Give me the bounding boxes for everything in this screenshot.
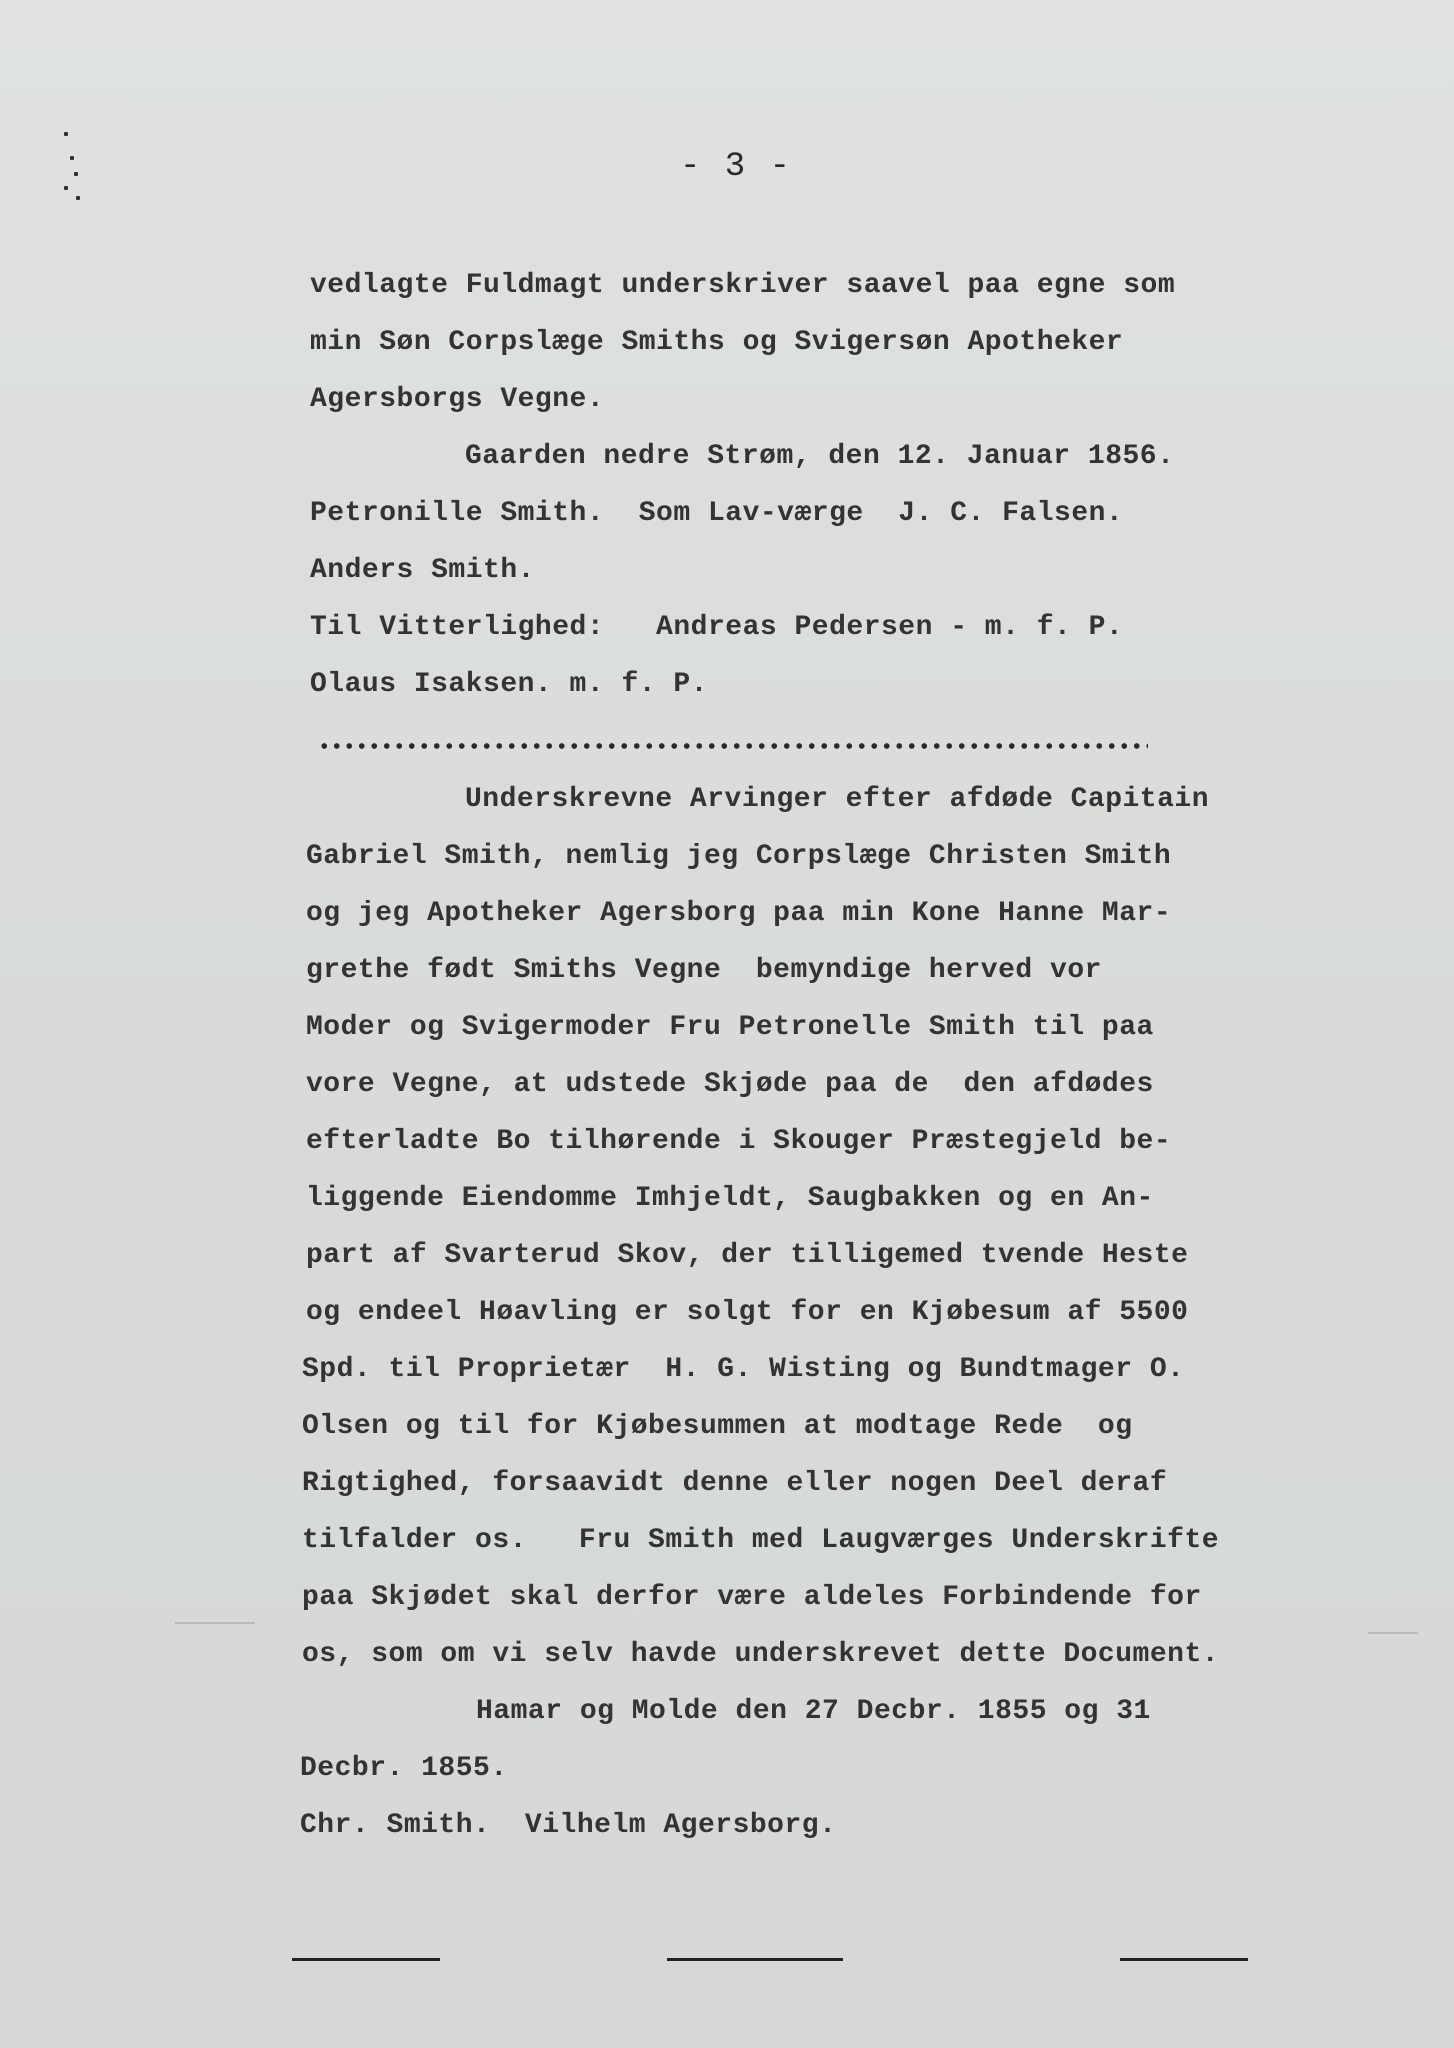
margin-mark xyxy=(74,172,78,176)
text-line: part af Svarterud Skov, der tilligemed tvende Heste xyxy=(306,1240,1189,1271)
text-line: Decbr. 1855. xyxy=(300,1753,508,1784)
text-line: og jeg Apotheker Agersborg paa min Kone Hanne Mar- xyxy=(306,898,1172,929)
text-line: Spd. til Proprietær H. G. Wisting og Bundtmager O. xyxy=(302,1354,1185,1385)
text-line: vedlagte Fuldmagt underskriver saavel paa egne som xyxy=(310,270,1176,301)
text-line: Gabriel Smith, nemlig jeg Corpslæge Christen Smith xyxy=(306,841,1172,872)
margin-punch-marks xyxy=(60,130,80,210)
text-line: Rigtighed, forsaavidt denne eller nogen Deel deraf xyxy=(302,1468,1168,1499)
text-line: Anders Smith. xyxy=(310,555,535,586)
signature-line xyxy=(667,1958,843,1961)
signature-line xyxy=(292,1958,440,1961)
text-line: Underskrevne Arvinger efter afdøde Capitain xyxy=(465,784,1210,815)
text-line: Agersborgs Vegne. xyxy=(310,384,605,415)
text-line: tilfalder os. Fru Smith med Laugværges Underskrifte xyxy=(302,1525,1220,1556)
text-line: paa Skjødet skal derfor være aldeles Forbindende for xyxy=(302,1582,1202,1613)
signature-line xyxy=(1120,1958,1248,1961)
text-line: Petronille Smith. Som Lav-værge J. C. Falsen. xyxy=(310,498,1124,529)
text-line: liggende Eiendomme Imhjeldt, Saugbakken og en An- xyxy=(306,1183,1154,1214)
margin-mark xyxy=(70,156,74,160)
dotted-separator xyxy=(318,742,1148,750)
text-line: Chr. Smith. Vilhelm Agersborg. xyxy=(300,1810,837,1841)
margin-mark xyxy=(64,132,68,136)
text-line: og endeel Høavling er solgt for en Kjøbesum af 5500 xyxy=(306,1297,1189,1328)
text-line: grethe født Smiths Vegne bemyndige herved vor xyxy=(306,955,1102,986)
faint-mark xyxy=(175,1622,255,1624)
text-line: vore Vegne, at udstede Skjøde paa de den afdødes xyxy=(306,1069,1154,1100)
text-line: Olaus Isaksen. m. f. P. xyxy=(310,669,708,700)
text-line: efterladte Bo tilhørende i Skouger Præstegjeld be- xyxy=(306,1126,1172,1157)
page-number: - 3 - xyxy=(680,148,793,186)
text-line: Hamar og Molde den 27 Decbr. 1855 og 31 xyxy=(476,1696,1151,1727)
text-line: Til Vitterlighed: Andreas Pedersen - m. f. P. xyxy=(310,612,1124,643)
margin-mark xyxy=(64,186,68,190)
faint-mark xyxy=(1368,1632,1418,1634)
text-line: os, som om vi selv havde underskrevet dette Document. xyxy=(302,1639,1220,1670)
text-line: min Søn Corpslæge Smiths og Svigersøn Apotheker xyxy=(310,327,1124,358)
text-line: Olsen og til for Kjøbesummen at modtage Rede og xyxy=(302,1411,1133,1442)
text-line: Moder og Svigermoder Fru Petronelle Smith til paa xyxy=(306,1012,1154,1043)
text-line: Gaarden nedre Strøm, den 12. Januar 1856. xyxy=(465,441,1175,472)
margin-mark xyxy=(76,196,80,200)
